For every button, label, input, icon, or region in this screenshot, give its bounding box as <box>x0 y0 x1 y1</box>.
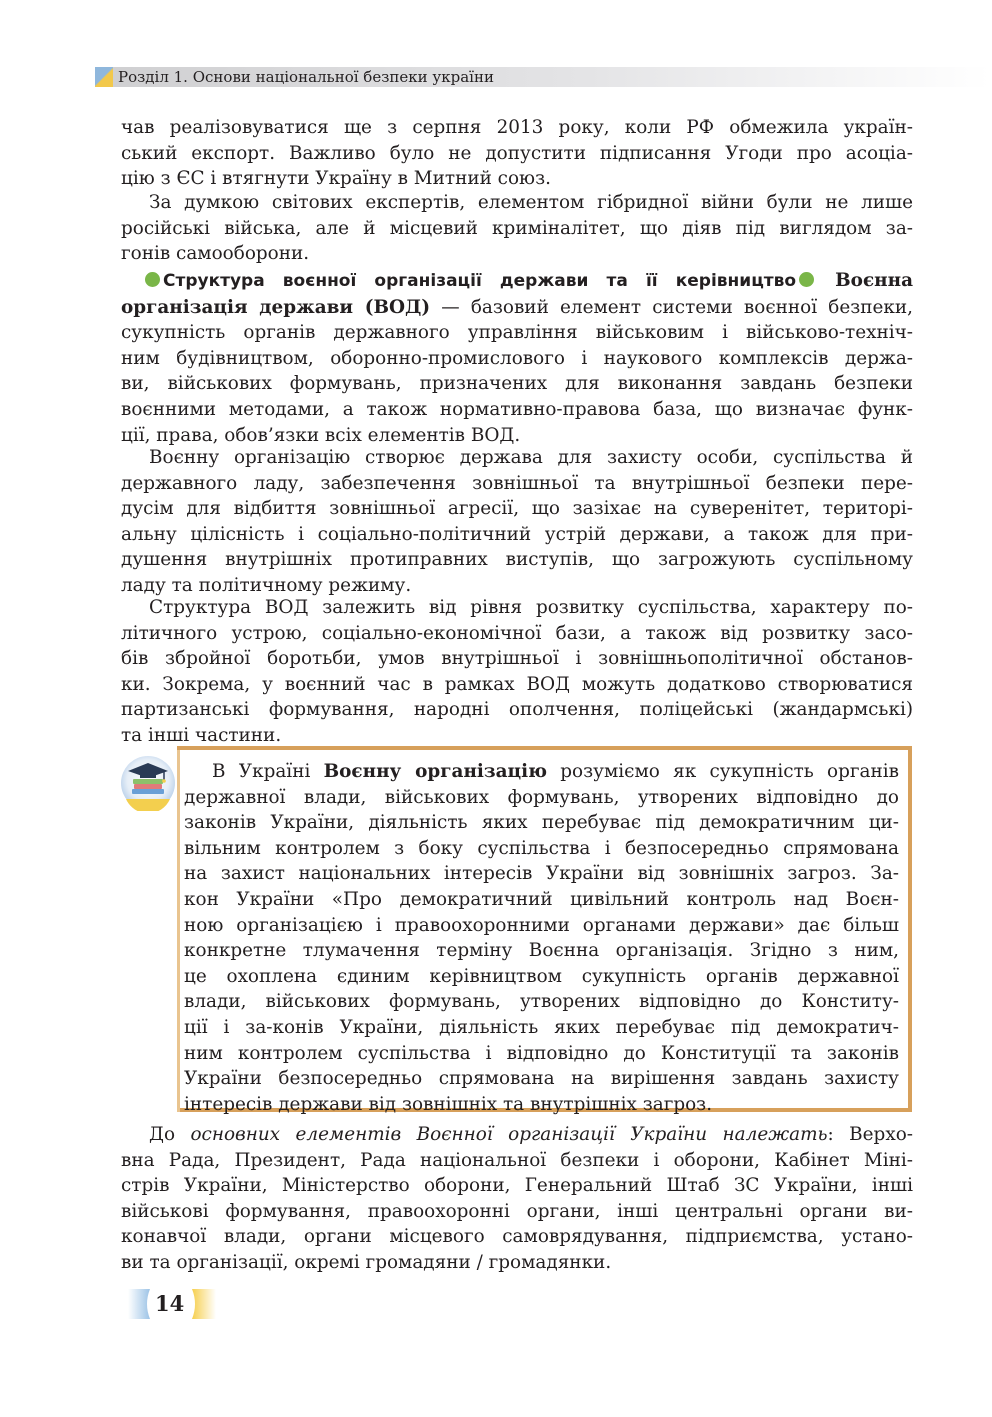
suffix: : Верхо- <box>827 1124 913 1145</box>
text-line: ною організацією і правоохоронними органами держави» дає більш <box>184 914 899 936</box>
text-line: російські війська, але й місцевий криміналітет, що діяв під виглядом за- <box>121 217 913 239</box>
text-line: Воєнну організацію створює держава для захисту особи, суспільства й <box>149 447 913 468</box>
section-structure <box>121 268 913 448</box>
prefix: До <box>149 1124 191 1145</box>
text-line: конкретне тлумачення терміну Воєнна організація. Згідно з ним, <box>184 940 899 962</box>
paragraph-continuation <box>121 115 913 192</box>
text-line: вільним контролем з боку суспільства і безпосередньо спрямована <box>184 837 899 859</box>
text-line: державної влади, військових формувань, утворених відповідно до <box>184 786 899 808</box>
text-line: За думкою світових експертів, елементом гібридної війни були не лише <box>149 192 913 213</box>
green-dot-icon <box>145 272 160 287</box>
text-line: альну цілісність і соціально-політичний устрій держави, а також для при- <box>121 523 913 545</box>
text-line: Структура ВОД залежить від рівня розвитку суспільства, характеру по- <box>149 597 913 618</box>
text-line <box>121 295 913 321</box>
text-line: та інші частини. <box>121 724 282 746</box>
text-line: військові формування, правоохоронні органи, інші центральні органи ви- <box>121 1200 913 1222</box>
text-line: бів збройної боротьби, умов внутрішньої і зовнішньополітичної обстанов- <box>121 648 913 670</box>
text-line: ним контролем суспільства і відповідно до Конституції та законів <box>184 1042 899 1064</box>
term-part-1: Воєнна <box>835 270 913 291</box>
text-line: літичного устрою, соціально-економічної бази, а також від розвитку засо- <box>121 622 913 644</box>
definition-text: — базовий елемент системи воєнної безпеки, <box>430 296 913 318</box>
paragraph-main-elements <box>121 1122 913 1276</box>
text-line: вна Рада, Президент, Рада національної безпеки і оборони, Кабінет Міні- <box>121 1149 913 1171</box>
text-line: цію з ЄС і втягнути Україну в Митний союз. <box>121 168 551 190</box>
paragraph-structure-depends <box>121 595 913 749</box>
text-line <box>121 1122 913 1148</box>
green-dot-icon <box>799 272 814 287</box>
text-line: ви та організації, окремі громадяни / громадянки. <box>121 1251 612 1273</box>
text-line: воєнними методами, а також нормативно-правова база, що визначає функ- <box>121 398 913 420</box>
term-part-2: організація держави (ВОД) <box>121 296 431 318</box>
header-corner-mark <box>95 67 113 87</box>
callout-text <box>184 759 899 1117</box>
callout-left-rule <box>177 750 180 1112</box>
running-header-title: Розділ 1. Основи національної безпеки україни <box>118 68 494 86</box>
section-heading: Структура воєнної організації держави та її керівництво <box>163 271 797 291</box>
text-line: ним будівництвом, оборонно-промислового і наукового комплексів держа- <box>121 347 913 369</box>
text-line <box>184 759 899 785</box>
text-line: ський експорт. Важливо було не допустити підписання Угоди про асоціа- <box>121 142 913 164</box>
text-line: стрів України, Міністерство оборони, Генеральний Штаб ЗС України, інші <box>121 1175 913 1197</box>
section-heading-line <box>121 268 913 295</box>
text-line: ки. Зокрема, у воєнний час в рамках ВОД можуть додатково створюватися <box>121 673 913 695</box>
text-line: сукупність органів державного управління військовим і військово-техніч- <box>121 322 913 344</box>
paragraph-purpose <box>121 445 913 599</box>
text-line: душення внутрішніх протиправних виступів, що загрожують суспільному <box>121 549 913 571</box>
text-line: дусім для відбиття зовнішньої агресії, що зазіхає на суверенітет, територі- <box>121 498 913 520</box>
text-line: на захист національних інтересів України від зовнішніх загроз. За- <box>184 863 899 885</box>
text-line: це охоплена єдиним керівництвом сукупність органів державної <box>184 965 899 987</box>
text-line: ладу та політичному режиму. <box>121 574 412 596</box>
text-line: кон України «Про демократичний цивільний контроль над Воєн- <box>184 888 899 910</box>
callout-prefix: В Україні <box>212 761 324 782</box>
text-line: ви, військових формувань, призначених для виконання завдань безпеки <box>121 373 913 395</box>
italic-phrase: основних елементів Воєнної організації України належать <box>190 1124 828 1145</box>
text-line: влади, військових формувань, утворених відповідно до Конститу- <box>184 991 899 1013</box>
text-line: України безпосередньо спрямована на вирішення завдань захисту <box>184 1068 899 1090</box>
page-number: 14 <box>155 1291 185 1316</box>
text-line: чав реалізовуватися ще з серпня 2013 року, коли РФ обмежила україн- <box>121 117 913 138</box>
text-line: конавчої влади, органи місцевого самоврядування, підприємства, устано- <box>121 1226 913 1248</box>
text-line: державного ладу, забезпечення зовнішньої та внутрішньої безпеки пере- <box>121 472 913 494</box>
text-line: гонів самооборони. <box>121 243 310 265</box>
paragraph-experts <box>121 190 913 267</box>
text-line: партизанські формування, народні ополчення, поліцейські (жандармські) <box>121 699 913 721</box>
text-line: інтересів держави від зовнішніх та внутрішніх загроз. <box>184 1093 713 1115</box>
graduation-cap-books-icon <box>120 755 176 811</box>
callout-suffix: розуміємо як сукупність органів <box>546 761 899 782</box>
text-line: ції і за-конів України, діяльність яких перебуває під демократич- <box>184 1016 899 1038</box>
text-line: законів України, діяльність яких перебуває під демократичним ци- <box>184 812 899 834</box>
text-line: ції, права, обов’язки всіх елементів ВОД. <box>121 424 521 446</box>
callout-term: Воєнну організацію <box>323 761 547 782</box>
